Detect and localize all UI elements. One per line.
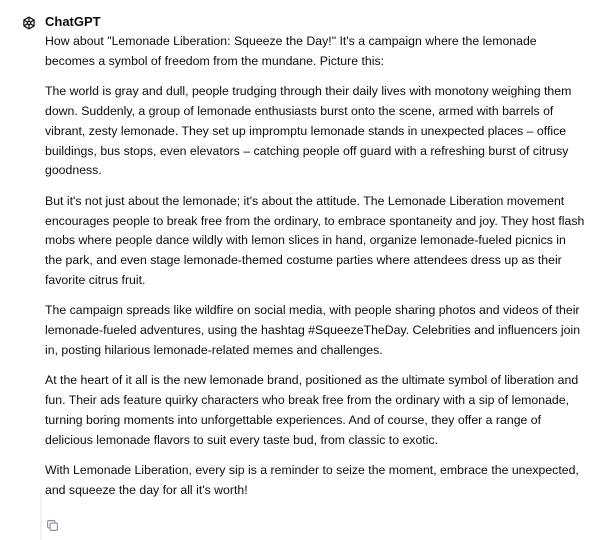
message-paragraph: But it's not just about the lemonade; it's about the attitude. The Lemonade Liberation movement encourages people to break free from the ordinary, to embrace spontaneity and joy. They host flash mobs where people dance wildly with lemon slices in hand, organize lemonade-fueled picnics in the park, and even stage lemonade-themed costume parties where attendees dress up as their favorite citrus fruit. [45, 193, 585, 287]
message-content [45, 32, 585, 511]
message-paragraph: The world is gray and dull, people trudging through their daily lives with monotony weighing them down. Suddenly, a group of lemonade enthusiasts burst onto the scene, armed with barrels of vibrant, zesty lemonade. They set up impromptu lemonade stands in unexpected places – office buildings, bus stops, even elevators – catching people off guard with a refreshing burst of citrusy goodness. [45, 84, 572, 178]
message-paragraph: The campaign spreads like wildfire on social media, with people sharing photos and videos of their lemonade-fueled adventures, using the hashtag #SqueezeTheDay. Celebrities and influencers join in, posting hilarious lemonade-related memes and challenges. [45, 303, 581, 357]
copy-button[interactable] [44, 520, 60, 536]
message-paragraph: How about "Lemonade Liberation: Squeeze the Day!" It's a campaign where the lemonade becomes a symbol of freedom from the mundane. Picture this: [45, 34, 537, 68]
message-paragraph: With Lemonade Liberation, every sip is a reminder to seize the moment, embrace the unexpected, and squeeze the day for all it's worth! [45, 463, 579, 497]
openai-logo-icon [19, 13, 39, 33]
message-author: ChatGPT [45, 14, 101, 29]
divider [40, 492, 42, 540]
copy-icon [46, 519, 59, 537]
message-paragraph: At the heart of it all is the new lemonade brand, positioned as the ultimate symbol of liberation and fun. Their ads feature quirky characters who break free from the ordinary with a sip of lemonade, turning boring moments into unforgettable experiences. And of course, they offer a range of delicious lemonade flavors to suit every taste bud, from classic to exotic. [45, 373, 579, 447]
